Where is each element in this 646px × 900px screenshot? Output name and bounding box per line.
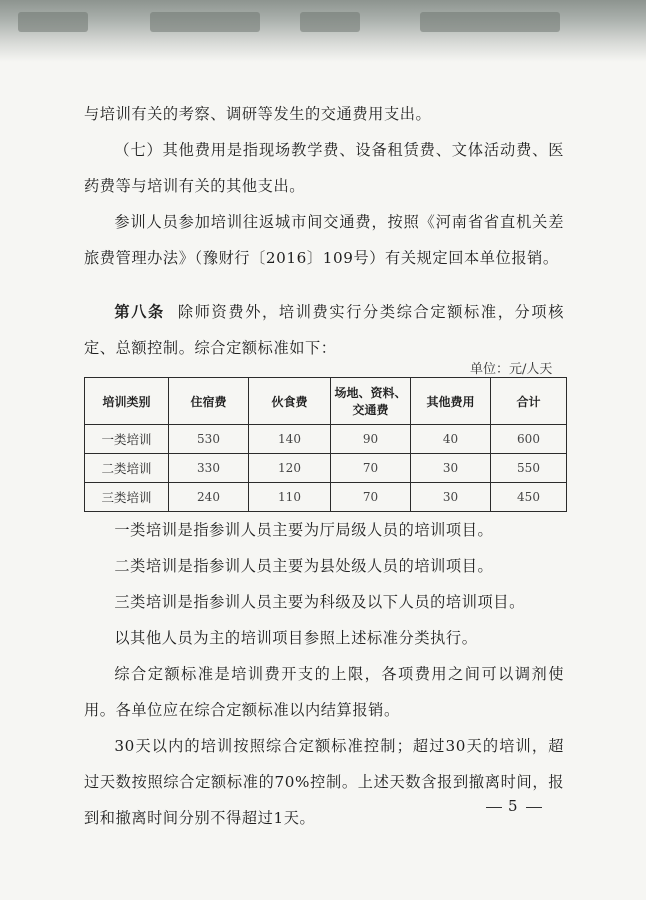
paragraph-class-one: 一类培训是指参训人员主要为厅局级人员的培训项目。 [114, 521, 494, 539]
training-fee-table [84, 377, 567, 512]
table-cell: 330 [169, 454, 249, 483]
page-number-value: 5 [508, 797, 520, 815]
table-cell: 110 [249, 483, 331, 512]
table-cell: 240 [169, 483, 249, 512]
table-cell: 30 [411, 483, 491, 512]
table-cell: 140 [249, 425, 331, 454]
table-cell: 450 [491, 483, 567, 512]
paragraph-class-two: 二类培训是指参训人员主要为县处级人员的培训项目。 [114, 557, 494, 575]
paragraph-article-eight [84, 294, 564, 366]
paragraph-other-costs: （七）其他费用是指现场教学费、设备租赁费、文体活动费、医药费等与培训有关的其他支出。 [84, 141, 564, 195]
paragraph-duration-rules: 30天以内的培训按照综合定额标准控制；超过30天的培训，超过天数按照综合定额标准的70%控制。上述天数含报到撤离时间，报到和撤离时间分别不得超过1天。 [84, 737, 564, 827]
table-cell: 二类培训 [85, 454, 169, 483]
article-eight-text: 除师资费外，培训费实行分类综合定额标准，分项核定、总额控制。综合定额标准如下： [84, 303, 564, 357]
paragraph-intercity-transport: 参训人员参加培训往返城市间交通费，按照《河南省省直机关差旅费管理办法》（豫财行〔2016〕109号）有关规定回本单位报销。 [84, 213, 564, 267]
table-header-row [85, 378, 567, 425]
table-cell: 600 [491, 425, 567, 454]
table-row [85, 425, 567, 454]
paragraph-quota-limit: 综合定额标准是培训费开支的上限，各项费用之间可以调剂使用。各单位应在综合定额标准以内结算报销。 [84, 665, 564, 719]
table-row [85, 483, 567, 512]
table-cell: 550 [491, 454, 567, 483]
paragraph-other-personnel: 以其他人员为主的培训项目参照上述标准分类执行。 [114, 629, 478, 647]
table-cell: 70 [331, 483, 411, 512]
table-row [85, 454, 567, 483]
table-cell: 70 [331, 454, 411, 483]
dash-left [486, 807, 502, 808]
table-cell: 三类培训 [85, 483, 169, 512]
table-cell: 40 [411, 425, 491, 454]
header-accommodation: 住宿费 [169, 378, 249, 425]
table-cell: 90 [331, 425, 411, 454]
header-other-fees: 其他费用 [411, 378, 491, 425]
table-cell: 120 [249, 454, 331, 483]
header-total: 合计 [491, 378, 567, 425]
header-category: 培训类别 [85, 378, 169, 425]
article-eight-label: 第八条 [114, 303, 165, 321]
table-cell: 30 [411, 454, 491, 483]
table-cell: 一类培训 [85, 425, 169, 454]
table-unit-note: 单位：元/人天 [470, 362, 553, 377]
table-cell: 530 [169, 425, 249, 454]
paragraph-class-three: 三类培训是指参训人员主要为科级及以下人员的培训项目。 [114, 593, 525, 611]
dash-right [526, 807, 542, 808]
paragraph-travel-costs: 与培训有关的考察、调研等发生的交通费用支出。 [84, 105, 432, 123]
page-number [480, 797, 548, 815]
header-venue-materials-transport: 场地、资料、交通费 [331, 378, 411, 425]
header-meals: 伙食费 [249, 378, 331, 425]
